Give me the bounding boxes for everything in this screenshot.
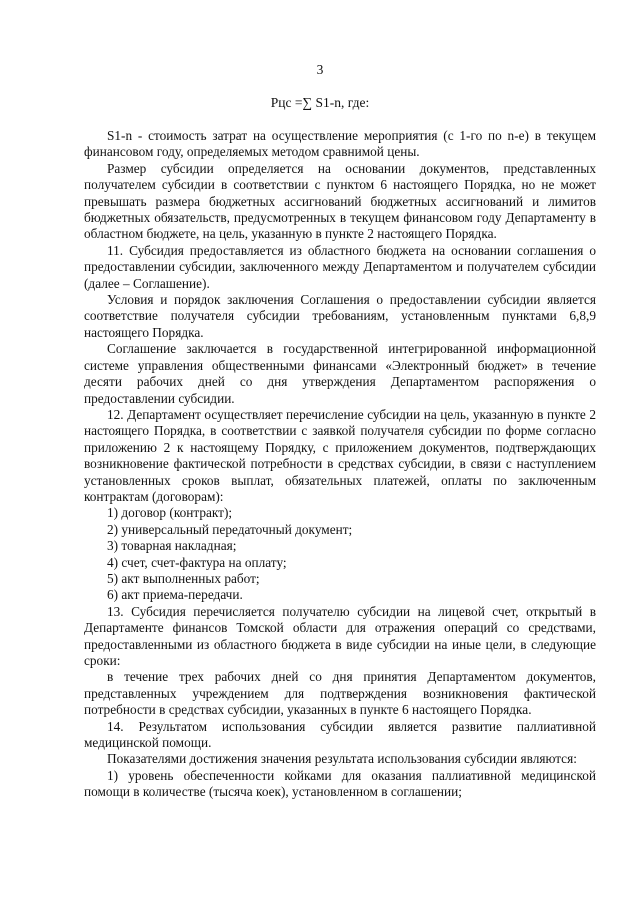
paragraph-transfer-timing: в течение трех рабочих дней со дня принятия Департаментом документов, представленных учреждением для подтверждения возникновения фактической потребности в средствах субсидии, указанных в пункте 6 настоящего Порядка. [84,669,596,718]
paragraph-clause-13: 13. Субсидия перечисляется получателю субсидии на лицевой счет, открытый в Департаменте финансов Томской области для отражения операций со средствами, предоставленными из областного бюджета в виде субсидии на иные цели, в следующие сроки: [84,603,596,668]
formula-line: Рцс =∑ S1-n, где: [270,95,370,110]
list-item: 3) товарная накладная; [107,538,237,554]
paragraph-electronic-budget: Соглашение заключается в государственной интегрированной информационной системе управления общественными финансами «Электронный бюджет» в течение десяти рабочих дней со дня утверждения Департаментом распоряжения о предоставлении субсидии. [84,341,596,406]
paragraph-s1n-definition: S1-n - стоимость затрат на осуществление мероприятия (с 1-го по n-е) в текущем финансовом году, определяемых методом сравнимой цены. [84,128,596,160]
list-item: 6) акт приема-передачи. [107,587,243,603]
paragraph-clause-11: 11. Субсидия предоставляется из областного бюджета на основании соглашения о предоставлении субсидии, заключенного между Департаментом и получателем субсидии (далее – Соглашение). [84,242,596,291]
body-text [84,128,596,801]
paragraph-indicators: Показателями достижения значения результата использования субсидии являются: [107,751,577,767]
list-item: 2) универсальный передаточный документ; [107,521,353,537]
paragraph-indicator-1: 1) уровень обеспеченности койками для оказания паллиативной медицинской помощи в количестве (тысяча коек), установленном в соглашении; [84,767,596,800]
paragraph-agreement-conditions: Условия и порядок заключения Соглашения о предоставлении субсидии является соответствие получателя субсидии требованиям, установленным пунктами 6,8,9 настоящего Порядка. [84,292,596,340]
paragraph-clause-14: 14. Результатом использования субсидии является развитие паллиативной медицинской помощи. [84,718,596,751]
list-item: 5) акт выполненных работ; [107,570,260,586]
list-item: 1) договор (контракт); [107,505,233,521]
list-item: 4) счет, счет-фактура на оплату; [107,554,287,570]
paragraph-subsidy-size: Размер субсидии определяется на основании документов, представленных получателем субсидии в соответствии с пунктом 6 настоящего Порядка, но не может превышать размера бюджетных ассигнований бюджетных ассигнований и лимитов бюджетных обязательств, предусмотренных в текущем финансовом году Департаменту в областном бюджете, на цель, указанную в пункте 2 настоящего Порядка. [84,160,596,242]
page-number: 3 [316,62,324,77]
paragraph-clause-12: 12. Департамент осуществляет перечисление субсидии на цель, указанную в пункте 2 настоящего Порядка, в соответствии с заявкой получателя субсидии по форме согласно приложению 2 к настоящему Порядку, с приложением документов, подтверждающих возникновение фактической потребности в средствах субсидии, в связи с наступлением установленных сроков выплат, обязательных платежей, оплаты по заключенным контрактам (договорам): [84,406,596,504]
